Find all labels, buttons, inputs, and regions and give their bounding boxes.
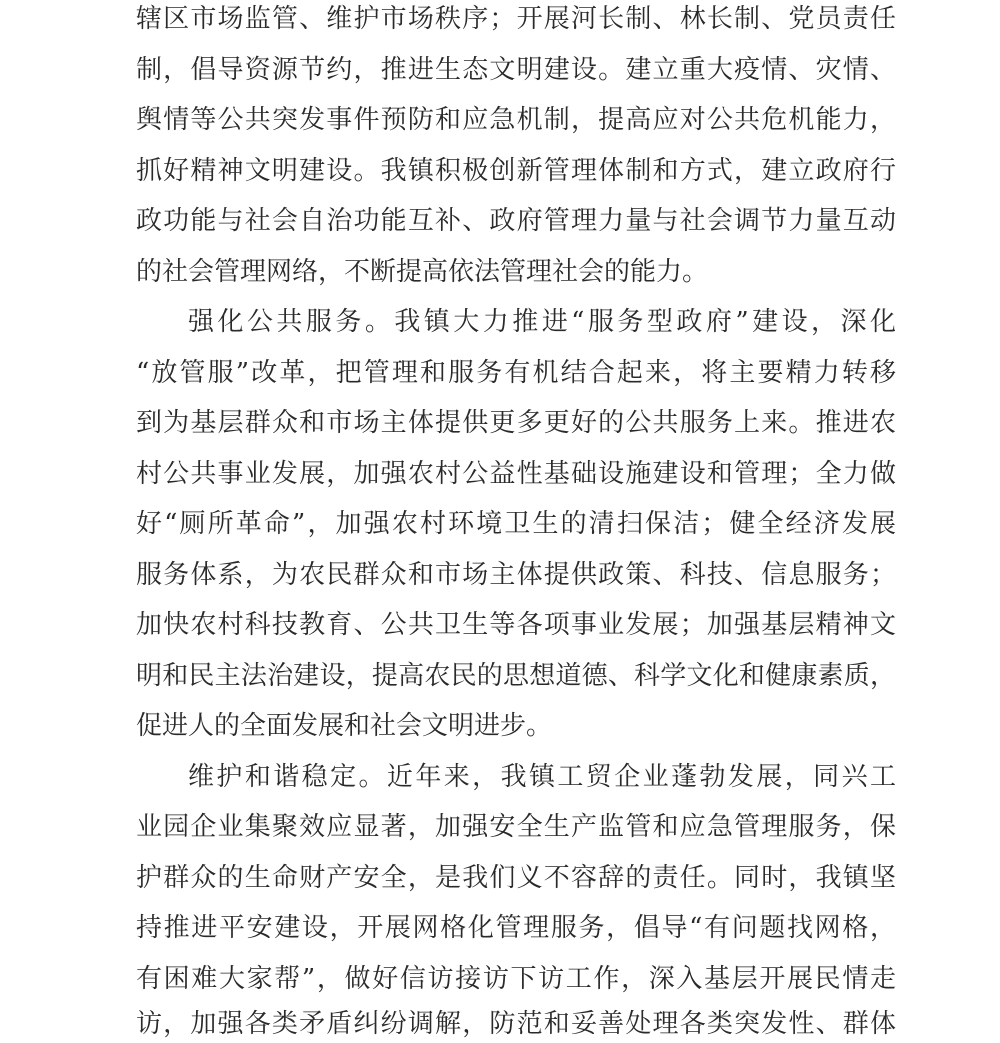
paragraph-end-line: 促进人的全面发展和社会文明进步。: [136, 711, 553, 741]
text-line: 有困难大家帮”，做好信访接访下访工作，深入基层开展民情走: [136, 964, 896, 994]
text-line: 明和民主法治建设，提高农民的思想道德、科学文化和健康素质，: [136, 661, 896, 691]
text-line: 村公共事业发展，加强农村公益性基础设施建设和管理；全力做: [136, 459, 896, 489]
text-line: 访，加强各类矛盾纠纷调解，防范和妥善处理各类突发性、群体: [136, 1009, 896, 1039]
text-line: “放管服”改革，把管理和服务有机结合起来，将主要精力转移: [136, 358, 896, 388]
text-line: 加快农村科技教育、公共卫生等各项事业发展；加强基层精神文: [136, 610, 896, 640]
text-line: 政功能与社会自治功能互补、政府管理力量与社会调节力量互动: [136, 206, 896, 236]
text-line: 舆情等公共突发事件预防和应急机制，提高应对公共危机能力，: [136, 105, 896, 135]
paragraph-first-line: 维护和谐稳定。近年来，我镇工贸企业蓬勃发展，同兴工: [188, 762, 896, 792]
text-line: 业园企业集聚效应显著，加强安全生产监管和应急管理服务，保: [136, 812, 896, 842]
text-line: 服务体系，为农民群众和市场主体提供政策、科技、信息服务；: [136, 560, 896, 590]
text-line: 抓好精神文明建设。我镇积极创新管理体制和方式，建立政府行: [136, 156, 896, 186]
text-line: 持推进平安建设，开展网格化管理服务，倡导“有问题找网格，: [136, 913, 896, 943]
paragraph-first-line: 强化公共服务。我镇大力推进“服务型政府”建设，深化: [188, 307, 896, 337]
text-line: 到为基层群众和市场主体提供更多更好的公共服务上来。推进农: [136, 408, 896, 438]
text-line: 好“厕所革命”，加强农村环境卫生的清扫保洁；健全经济发展: [136, 509, 896, 539]
text-line: 辖区市场监管、维护市场秩序；开展河长制、林长制、党员责任: [136, 4, 896, 34]
text-line: 制，倡导资源节约，推进生态文明建设。建立重大疫情、灾情、: [136, 55, 896, 85]
text-line: 护群众的生命财产安全，是我们义不容辞的责任。同时，我镇坚: [136, 863, 896, 893]
paragraph-end-line: 的社会管理网络，不断提高依法管理社会的能力。: [136, 257, 709, 287]
